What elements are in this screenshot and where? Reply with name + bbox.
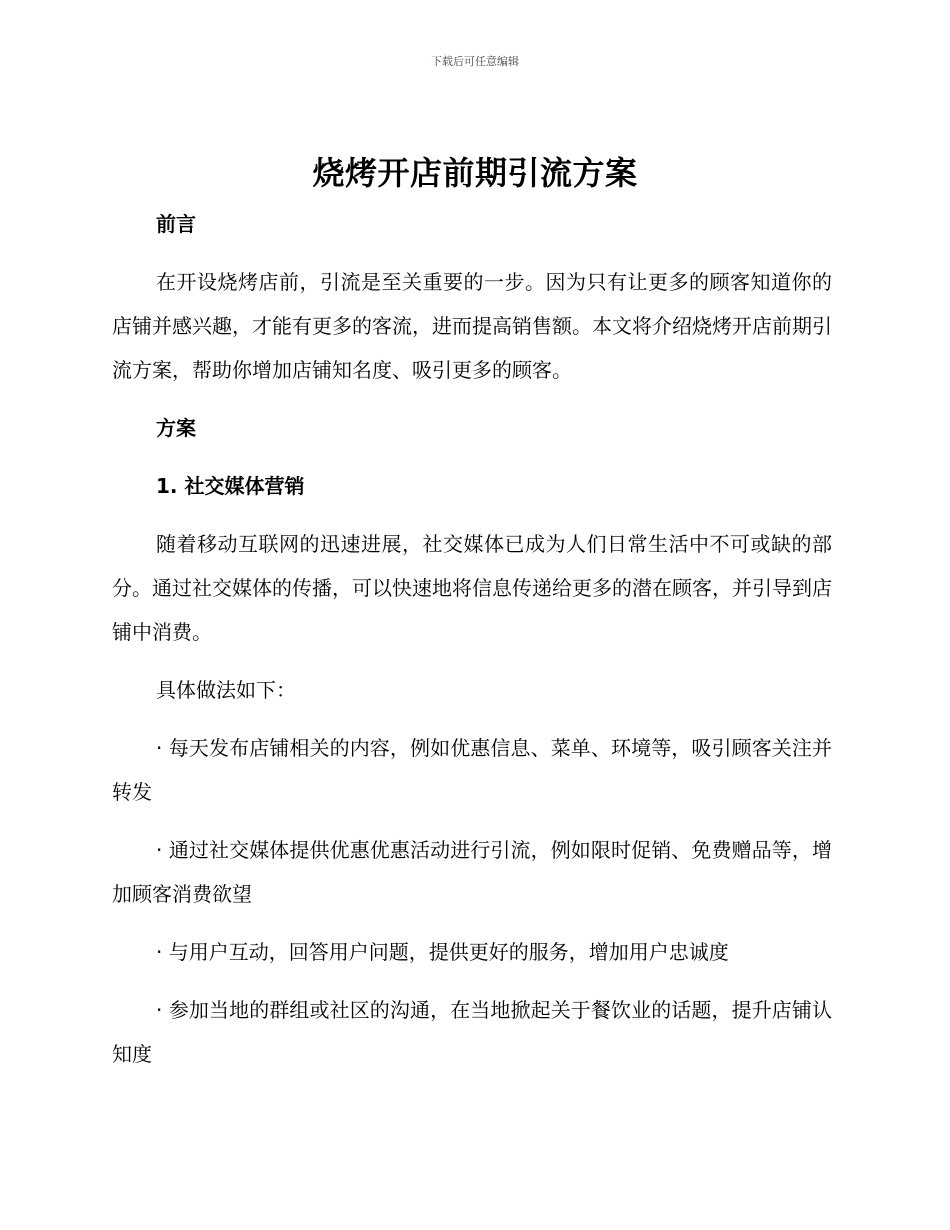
social-media-paragraph: 随着移动互联网的迅速进展，社交媒体已成为人们日常生活中不可或缺的部分。通过社交媒体的传播，可以快速地将信息传递给更多的潜在顾客，并引导到店铺中消费。 <box>112 532 832 644</box>
document-title: 烧烤开店前期引流方案 <box>312 154 638 192</box>
bullet-item: · 参加当地的群组或社区的沟通，在当地掀起关于餐饮业的话题，提升店铺认知度 <box>112 998 832 1066</box>
method-intro: 具体做法如下： <box>156 678 296 702</box>
preface-heading: 前言 <box>156 212 196 236</box>
bullet-item: · 每天发布店铺相关的内容，例如优惠信息、菜单、环境等，吸引顾客关注并转发 <box>112 736 832 804</box>
bullet-item: · 通过社交媒体提供优惠优惠活动进行引流，例如限时促销、免费赠品等，增加顾客消费欲望 <box>112 838 832 906</box>
social-media-heading: 1. 社交媒体营销 <box>156 474 305 498</box>
plan-heading: 方案 <box>156 416 196 440</box>
document-body <box>112 202 832 1076</box>
bullet-item: · 与用户互动，回答用户问题，提供更好的服务，增加用户忠诚度 <box>156 940 729 964</box>
header-note: 下载后可任意编辑 <box>431 55 519 68</box>
preface-paragraph: 在开设烧烤店前，引流是至关重要的一步。因为只有让更多的顾客知道你的店铺并感兴趣，才能有更多的客流，进而提高销售额。本文将介绍烧烤开店前期引流方案，帮助你增加店铺知名度、吸引更多的顾客。 <box>112 270 832 382</box>
